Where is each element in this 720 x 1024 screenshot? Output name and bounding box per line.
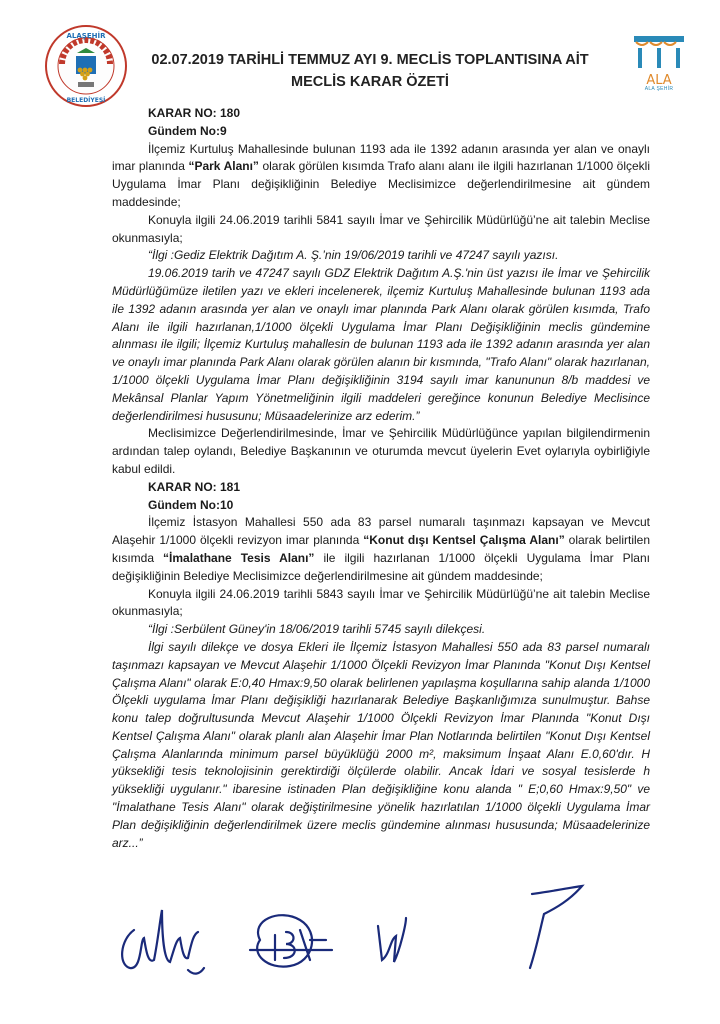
agenda-number: Gündem No:9 (148, 123, 227, 138)
city-brand-logo (628, 34, 690, 94)
agenda-number: Gündem No:10 (148, 497, 234, 512)
signatures (100, 880, 660, 990)
signature-4 (530, 886, 582, 968)
brand-logo-caption: ALA ŞEHİR (644, 86, 674, 92)
agenda-paragraph: İlçemiz İstasyon Mahallesi 550 ada 83 parsel numaralı taşınmazı kapsayan ve Mevcut Alaşehir 1/1000 ölçekli revizyon imar planında “Konut dışı Kentsel Çalışma Alanı” olarak belirtilen kısımda “İmalathane Tesis Alanı” ile ilgili hazırlanan 1/1000 ölçekli Uygulama İmar Planı değişikliğinin Belediye Meclisimizce değerlendirilmesine ait gündem maddesinde; (112, 515, 651, 583)
request-paragraph: Konuyla ilgili 24.06.2019 tarihli 5841 sayılı İmar ve Şehircilik Müdürlüğü’ne ait talebin Meclise okunmasıyla; (112, 212, 650, 245)
decision-number: KARAR NO: 180 (148, 106, 241, 120)
signature-2 (250, 915, 332, 966)
svg-text:ALA: ALA (646, 73, 672, 88)
document-body (112, 105, 650, 852)
signature-1 (122, 910, 204, 974)
quote-reference: “İlgi :Serbülent Güney'in 18/06/2019 tarihli 5745 sayılı dilekçesi. (148, 622, 486, 637)
decision-number: KARAR NO: 181 (148, 479, 241, 494)
decision-result: Meclisimizce Değerlendirilmesinde, İmar ve Şehircilik Müdürlüğünce yapılan bilgilendirmenin ardından talep oylandı, Belediye Başkanının ve oturumda mevcut üyelerin Evet oylarıyla oybirliğiyle kabul edildi. (112, 426, 650, 476)
agenda-paragraph: İlçemiz Kurtuluş Mahallesinde bulunan 1193 ada ile 1392 adanın arasında yer alan ve onaylı imar planında “Park Alanı” olarak görülen kısımda Trafo alanı alanı ile ilgili hazırlanan 1/1000 ölçekli Uygulama İmar Planı değişikliğinin Belediye Meclisimizce değerlendirilmesine ait gündem maddesinde; (112, 141, 651, 209)
municipality-seal-logo (44, 24, 128, 108)
request-paragraph: Konuyla ilgili 24.06.2019 tarihli 5843 sayılı İmar ve Şehircilik Müdürlüğü’ne ait talebin Meclise okunmasıyla; (112, 586, 650, 619)
signature-3 (378, 918, 406, 962)
quote-body: İlgi sayılı dilekçe ve dosya Ekleri ile İlçemiz İstasyon Mahallesi 550 ada 83 parsel numaralı taşınmazı kapsayan ve Mevcut Alaşehir 1/1000 Ölçekli Revizyon İmar Planında "Konut Dışı Kentsel Çalışma Alanı" olarak E:0,40 Hmax:9,50 olarak belirlenen yapılaşma koşullarına sahip alanda 1/1000 Ölçekli uygulama İmar Planı değişikliği hazırlanarak Belediye Başkanlığımıza sunulmuştur. Bahse konu talep doğrultusunda Mevcut Alaşehir 1/1000 Ölçekli Revizyon İmar Planında "Konut Dışı Kentsel Çalışma Alanı" olarak planlı alan Alaşehir İmar Plan Notlarında belirtilen "Konut Dışı Kentsel Çalışma Alanlarında minimum parsel büyüklüğü 2000 m², maksimum İnşaat Alanı E.0,60'dır. H yüksekliği tesis teknolojisinin gerektirdiği ölçülerde olabilir. Ancak İdari ve sosyal tesislerde h yüksekliği uygulanır." ibaresine istinaden Plan değişikliğine konu alanda " E;0,60 Hmax:9,50" ve "İmalathane Tesis Alanı" olarak değiştirilmesine yönelik hazırlatılan 1/1000 ölçekli Uygulama İmar Plan değişikliğinin değerlendirilmek üzere meclis gündemine alınması hususunda; Müsaadelerinize arz...” (112, 639, 650, 850)
quote-reference: “İlgi :Gediz Elektrik Dağıtım A. Ş.’nin 19/06/2019 tarihli ve 47247 sayılı yazısı. (148, 248, 559, 263)
svg-text:BELEDİYESİ: BELEDİYESİ (66, 97, 106, 104)
quote-body: 19.06.2019 tarih ve 47247 sayılı GDZ Elektrik Dağıtım A.Ş.'nin üst yazısı ile İmar ve Şehircilik Müdürlüğümüze iletilen yazı ve ekleri incelenerek, ilçemiz Kurtuluş Mahallesinde bulunan 1193 ada ile 1392 adanın arasında yer alan ve onaylı imar planında Park Alanı olarak görülen kısımda, Trafo Alanı ile ilgili hazırlanan,1/1000 ölçekli Uygulama İmar Planı Değişikliğinin meclis gündemine alınması ile ilgili; İlçemiz Kurtuluş mahallesin de bulunan 1193 ada ile 1392 adanın arasında yer alan ve onaylı imar planında Park Alanı olarak görülen alanın bir kısmında, "Trafo Alanı" olarak hazırlanan, 1/1000 ölçekli Uygulama İmar Planı değişikliğinin 3194 sayılı imar kanununun 8/b maddesi ve Mekânsal Planlar Yapım Yönetmeliğinin ilgili maddeleri gereğince konunun Belediye Meclisince değerlendirilmesi hususunu; Müsaadelerinize arz ederim.” (112, 266, 650, 423)
svg-text:ALAŞEHİR: ALAŞEHİR (66, 32, 106, 40)
document-title-line1: 02.07.2019 TARİHLİ TEMMUZ AYI 9. MECLİS TOPLANTISINA AİT (151, 52, 589, 68)
document-title-line2: MECLİS KARAR ÖZETİ (291, 74, 449, 90)
